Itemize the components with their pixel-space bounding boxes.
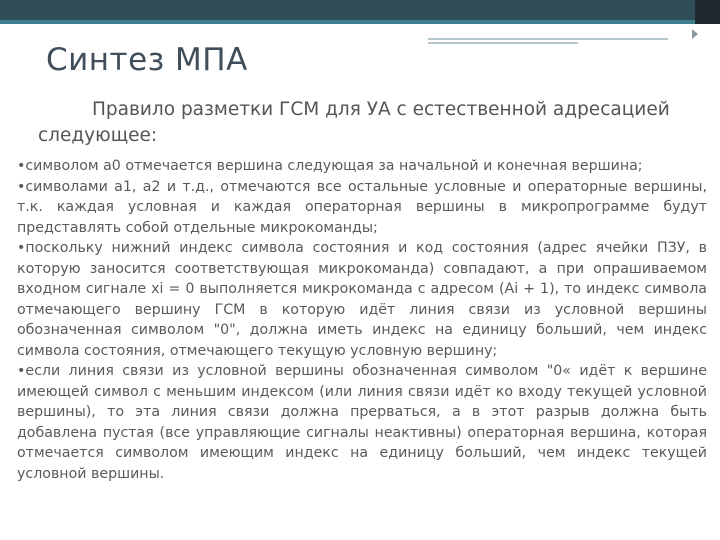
slide-title: Синтез МПА xyxy=(46,42,248,78)
bullet-item: •символами а1, а2 и т.д., отмечаются все остальные условные и операторные вершины, т.к. каждая условная и каждая операторная вершины в микропрограмме будут представлять собой отдельные микрокоманды; xyxy=(17,178,707,236)
banner-dark-end xyxy=(695,0,720,24)
bullet-item: •если линия связи из условной вершины обозначенная символом "0« идёт к вершине имеющей символ с меньшим индексом (или линия связи идёт ко входу текущей условной вершины), то эта линия связи должна прерваться, а в этот разрыв должна быть добавлена пустая (все управляющие сигналы неактивны) операторная вершина, которая отмечается символом имеющим индекс на единицу больший, чем индекс текущей условной вершины. xyxy=(17,363,707,482)
bullet-item: •символом а0 отмечается вершина следующая за начальной и конечная вершина; xyxy=(17,158,643,174)
rule-line xyxy=(428,38,668,40)
rule-line xyxy=(428,42,578,44)
banner-teal-line xyxy=(0,20,695,24)
slide-content xyxy=(17,156,707,484)
top-banner xyxy=(0,0,720,24)
banner-accent xyxy=(0,0,695,20)
bullet-item: •поскольку нижний индекс символа состояния и код состояния (адрес ячейки ПЗУ, в которую заносится соответствующая микрокоманда) совпадают, а при опрашиваемом входном сигнале xi = 0 выполняется микрокоманда с адресом (Ai + 1), то индекс символа отмечающего вершину ГСМ в которую идёт линия связи из условной вершины обозначенная символом "0", должна иметь индекс на единицу больший, чем индекс символа состояния, отмечающего текущую условную вершину; xyxy=(17,240,707,359)
intro-text: Правило разметки ГСМ для УА с естественной адресацией следующее: xyxy=(38,99,670,146)
triangle-arrow-icon xyxy=(692,29,698,39)
